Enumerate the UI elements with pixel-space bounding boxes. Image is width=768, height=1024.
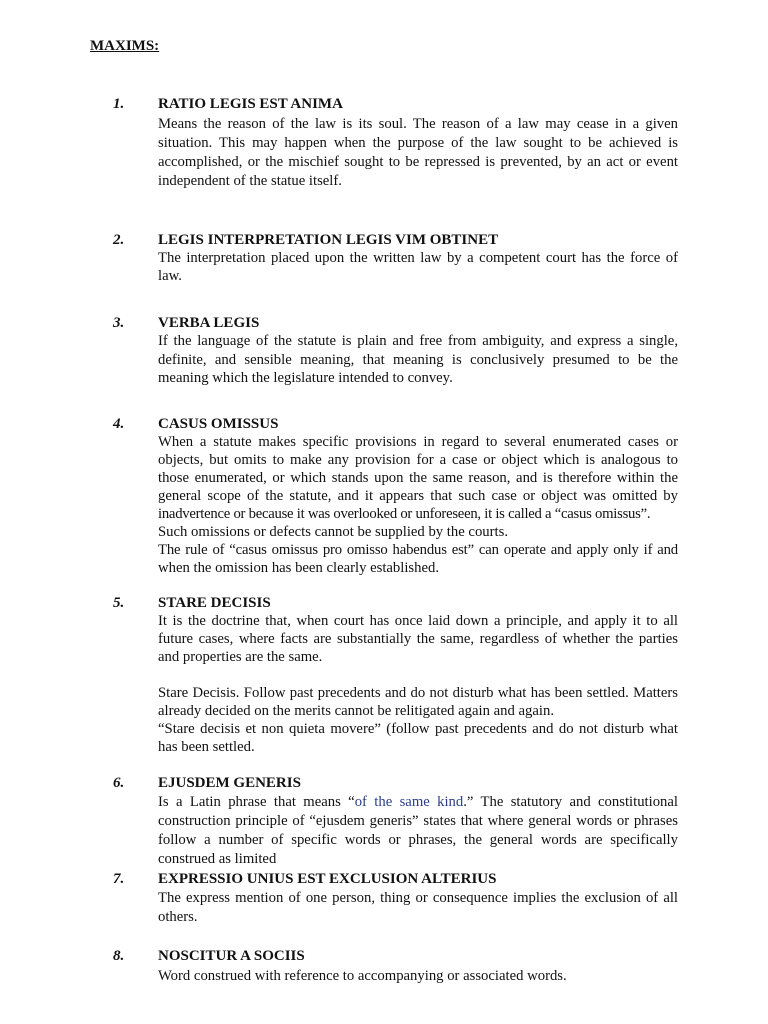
paragraph bbox=[158, 720, 678, 756]
maxim-number: 5. bbox=[113, 595, 125, 611]
maxim-title: LEGIS INTERPRETATION LEGIS VIM OBTINET bbox=[158, 232, 499, 248]
text-line: definite, and sensible meaning, that meaning is conclusively presumed to be the bbox=[158, 351, 678, 368]
maxim-1 bbox=[0, 94, 768, 191]
text-line: future cases, where facts are substantially the same, regardless of whether the parties bbox=[158, 631, 678, 647]
paragraph bbox=[158, 332, 678, 388]
text-segment: .” The statutory and constitutional bbox=[463, 794, 678, 810]
maxim-body bbox=[158, 249, 678, 285]
maxim-number: 6. bbox=[113, 775, 125, 791]
maxim-number: 3. bbox=[113, 315, 125, 331]
paragraph bbox=[158, 612, 678, 666]
maxim-8 bbox=[0, 947, 768, 986]
maxim-7 bbox=[0, 869, 768, 927]
maxim-3 bbox=[0, 314, 768, 388]
maxim-title: EXPRESSIO UNIUS EST EXCLUSION ALTERIUS bbox=[158, 871, 497, 887]
text-line: already decided on the merits cannot be relitigated again and again. bbox=[158, 703, 554, 719]
maxim-title: CASUS OMISSUS bbox=[158, 416, 279, 432]
text-line: those enumerated, or which stands upon the same reason, and is therefore within the bbox=[158, 470, 678, 486]
text-line: “Stare decisis et non quieta movere” (follow past precedents and do not disturb what bbox=[158, 721, 678, 737]
text-line: inadvertence or because it was overlooked or unforeseen, it is called a “casus omissus”. bbox=[158, 506, 651, 522]
maxim-number: 4. bbox=[113, 416, 125, 432]
maxim-title: STARE DECISIS bbox=[158, 595, 271, 611]
maxim-5 bbox=[0, 594, 768, 756]
text-line: Stare Decisis. Follow past precedents and do not disturb what has been settled. Matters bbox=[158, 685, 678, 701]
text-line: follow a number of specific words or phrases, the general words are specifically bbox=[158, 832, 678, 848]
maxim-title: VERBA LEGIS bbox=[158, 315, 260, 331]
text-line: has been settled. bbox=[158, 739, 255, 755]
paragraph bbox=[158, 433, 678, 541]
maxim-body bbox=[158, 612, 678, 756]
paragraph bbox=[158, 541, 678, 577]
maxim-body bbox=[158, 793, 678, 869]
text-line: Such omissions or defects cannot be supplied by the courts. bbox=[158, 524, 508, 540]
text-line: The rule of “casus omissus pro omisso habendus est” can operate and apply only if and bbox=[158, 542, 678, 558]
text-line: when the omission has been clearly established. bbox=[158, 560, 440, 576]
text-line: meaning which the legislature intended to convey. bbox=[158, 370, 453, 386]
paragraph bbox=[158, 889, 678, 927]
text-line: independent of the statue itself. bbox=[158, 172, 342, 189]
text-line: and properties are the same. bbox=[158, 649, 323, 665]
maxim-number: 2. bbox=[113, 232, 125, 248]
maxim-body bbox=[158, 889, 678, 927]
text-line: construed as limited bbox=[158, 851, 277, 867]
maxim-body bbox=[158, 967, 678, 986]
page-heading: MAXIMS: bbox=[90, 38, 160, 54]
text-segment: Is a Latin phrase that means “ bbox=[158, 794, 355, 810]
text-line: situation. This may happen when the purpose of the law sought to be achieved is bbox=[158, 134, 678, 151]
paragraph bbox=[158, 249, 678, 285]
text-line: Word construed with reference to accompanying or associated words. bbox=[158, 967, 567, 984]
maxim-body bbox=[158, 433, 678, 577]
paragraph bbox=[158, 967, 678, 986]
maxim-4 bbox=[0, 415, 768, 577]
maxim-number: 7. bbox=[113, 871, 125, 887]
text-line: If the language of the statute is plain and free from ambiguity, and express a single, bbox=[158, 333, 678, 349]
maxim-title: NOSCITUR A SOCIIS bbox=[158, 948, 305, 965]
text-line: general scope of the statute, and it appears that such case or object was omitted by bbox=[158, 488, 678, 504]
paragraph bbox=[158, 684, 678, 720]
maxim-title: RATIO LEGIS EST ANIMA bbox=[158, 95, 343, 112]
paragraph bbox=[158, 115, 678, 191]
maxim-6 bbox=[0, 773, 768, 869]
text-line: It is the doctrine that, when court has once laid down a principle, and apply it to all bbox=[158, 613, 678, 629]
maxim-number: 1. bbox=[113, 95, 125, 112]
text-line: accomplished, or the mischief sought to be repressed is prevented, by an act or event bbox=[158, 153, 678, 170]
text-line: The interpretation placed upon the written law by a competent court has the force of bbox=[158, 250, 678, 266]
maxim-number: 8. bbox=[113, 948, 125, 965]
text-line: law. bbox=[158, 268, 182, 284]
text-line: objects, but omits to make any provision for a case or object which is analogous to bbox=[158, 452, 678, 468]
maxim-2 bbox=[0, 231, 768, 285]
text-line: construction principle of “ejusdem generis” states that where general words or phrases bbox=[158, 813, 678, 829]
text-line bbox=[158, 793, 678, 812]
text-line: Means the reason of the law is its soul. The reason of a law may cease in a given bbox=[158, 115, 678, 132]
text-line: When a statute makes specific provisions in regard to several enumerated cases or bbox=[158, 434, 678, 450]
paragraph bbox=[158, 793, 678, 869]
highlighted-phrase: of the same kind bbox=[354, 794, 464, 810]
text-line: others. bbox=[158, 909, 198, 925]
maxim-title: EJUSDEM GENERIS bbox=[158, 775, 301, 791]
text-line: The express mention of one person, thing or consequence implies the exclusion of all bbox=[158, 890, 678, 906]
maxim-body bbox=[158, 332, 678, 388]
maxim-body bbox=[158, 115, 678, 191]
